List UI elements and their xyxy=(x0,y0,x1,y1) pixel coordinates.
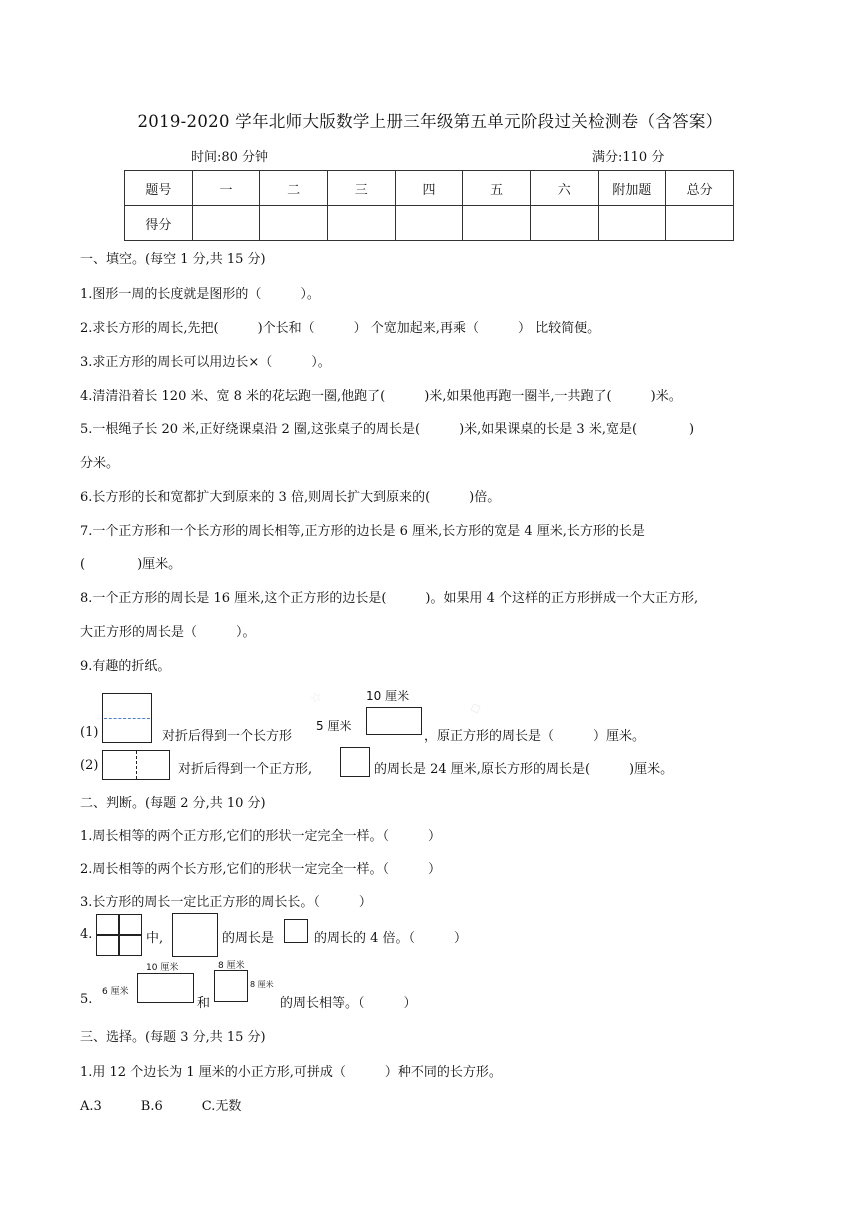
score-cell[interactable] xyxy=(530,206,598,241)
score-cell[interactable] xyxy=(598,206,666,241)
q5-rect-width-label: 10 厘米 xyxy=(146,963,179,973)
section1-q1: 1.图形一周的长度就是图形的（ ）。 xyxy=(80,287,320,302)
score-header-cell: 一 xyxy=(192,171,260,206)
q9-2-text: 对折后得到一个正方形, xyxy=(178,762,313,777)
q5-rectangle-figure xyxy=(137,973,194,1003)
section1-q8-line1: 8.一个正方形的周长是 16 厘米,这个正方形的边长是( )。如果用 4 个这样的正方形拼成一个大正方形, xyxy=(80,591,699,606)
q9-2-number: (2) xyxy=(80,758,99,773)
big-square-figure xyxy=(172,913,218,957)
section2-q4-mid: 中, xyxy=(146,931,164,946)
score-header-cell: 二 xyxy=(260,171,328,206)
section2-q3: 3.长方形的周长一定比正方形的周长长。（ ） xyxy=(80,895,372,910)
q9-1-text: 对折后得到一个长方形 xyxy=(162,729,293,744)
score-cell[interactable] xyxy=(463,206,531,241)
section2-q4-text: 的周长是 xyxy=(222,931,275,946)
q9-1-tail: ，原正方形的周长是（ ）厘米。 xyxy=(424,729,646,744)
section3-heading: 三、选择。(每题 3 分,共 15 分) xyxy=(80,1030,266,1045)
score-cell[interactable] xyxy=(192,206,260,241)
section3-q1: 1.用 12 个边长为 1 厘米的小正方形,可拼成（ ）种不同的长方形。 xyxy=(80,1065,502,1080)
section2-q4-number: 4. xyxy=(80,927,93,942)
q5-rect-height-label: 6 厘米 xyxy=(102,987,129,997)
folded-rectangle-figure xyxy=(366,707,422,735)
section1-q7-line2: ( )厘米。 xyxy=(80,557,182,572)
folded-square-figure xyxy=(340,747,370,777)
score-header-cell: 三 xyxy=(327,171,395,206)
score-cell[interactable] xyxy=(327,206,395,241)
section1-q4: 4.清清沿着长 120 米、宽 8 米的花坛跑一圈,他跑了( )米,如果他再跑一圈半,一共跑了( )米。 xyxy=(80,389,682,404)
q5-and: 和 xyxy=(197,996,211,1011)
q9-1-height-label: 5 厘米 xyxy=(316,719,352,733)
small-square-figure xyxy=(284,919,308,943)
score-table-score-row xyxy=(125,206,734,241)
score-table-header-row xyxy=(125,171,734,206)
section1-q6: 6.长方形的长和宽都扩大到原来的 3 倍,则周长扩大到原来的( )倍。 xyxy=(80,490,501,505)
q5-square-figure xyxy=(214,970,248,1002)
q9-1-number: (1) xyxy=(80,725,99,740)
score-row-label: 得分 xyxy=(125,206,193,241)
q9-2-tail: 的周长是 24 厘米,原长方形的周长是( )厘米。 xyxy=(374,762,674,777)
section1-q8-line2: 大正方形的周长是（ ）。 xyxy=(80,625,256,640)
section1-q3: 3.求正方形的周长可以用边长×（ ）。 xyxy=(80,355,331,370)
section3-q1-options: A.3 B.6 C.无数 xyxy=(80,1099,242,1114)
section1-heading: 一、填空。(每空 1 分,共 15 分) xyxy=(80,252,266,267)
section2-q5-tail: 的周长相等。（ ） xyxy=(280,996,417,1011)
section2-q2: 2.周长相等的两个长方形,它们的形状一定完全一样。（ ） xyxy=(80,862,442,877)
watermark: ☆ xyxy=(307,688,325,708)
section2-heading: 二、判断。(每题 2 分,共 10 分) xyxy=(80,796,266,811)
score-cell[interactable] xyxy=(395,206,463,241)
full-score-label: 满分:110 分 xyxy=(592,150,665,165)
score-cell[interactable] xyxy=(666,206,734,241)
score-header-cell: 附加题 xyxy=(598,171,666,206)
section1-q7-line1: 7.一个正方形和一个长方形的周长相等,正方形的边长是 6 厘米,长方形的宽是 4 厘米,长方形的长是 xyxy=(80,524,645,539)
q5-square-width-label: 8 厘米 xyxy=(218,961,245,971)
grid-divider-vertical xyxy=(118,914,120,956)
fold-line-vertical xyxy=(136,751,137,779)
fold-line-horizontal xyxy=(104,718,150,719)
watermark: ◇ xyxy=(467,698,484,718)
section2-q4-tail: 的周长的 4 倍。（ ） xyxy=(314,931,468,946)
score-header-cell: 四 xyxy=(395,171,463,206)
score-header-cell: 总分 xyxy=(666,171,734,206)
score-table xyxy=(124,170,734,241)
q9-1-width-label: 10 厘米 xyxy=(366,689,410,703)
score-header-cell: 六 xyxy=(530,171,598,206)
score-cell[interactable] xyxy=(260,206,328,241)
q5-square-height-label: 8 厘米 xyxy=(250,980,274,989)
section1-q9: 9.有趣的折纸。 xyxy=(80,659,171,674)
time-label: 时间:80 分钟 xyxy=(191,150,269,165)
score-header-cell: 五 xyxy=(463,171,531,206)
section1-q2: 2.求长方形的周长,先把( )个长和（ ） 个宽加起来,再乘（ ） 比较简便。 xyxy=(80,321,601,336)
section2-q1: 1.周长相等的两个正方形,它们的形状一定完全一样。（ ） xyxy=(80,829,442,844)
score-header-cell: 题号 xyxy=(125,171,193,206)
section2-q5-number: 5. xyxy=(80,992,93,1007)
page-title: 2019-2020 学年北师大版数学上册三年级第五单元阶段过关检测卷（含答案） xyxy=(137,112,723,131)
section1-q5-line2: 分米。 xyxy=(80,456,120,471)
section1-q5-line1: 5.一根绳子长 20 米,正好绕课桌沿 2 圈,这张桌子的周长是( )米,如果课桌的长是 3 米,宽是( ) xyxy=(80,422,695,437)
